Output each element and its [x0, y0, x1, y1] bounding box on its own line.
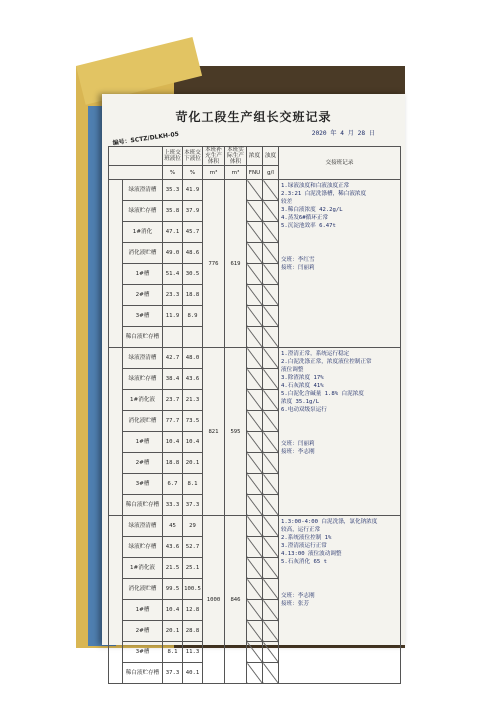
- turb-cell: [263, 642, 279, 663]
- tank-name: 绿液澄清槽: [123, 180, 163, 201]
- this-level: 48.6: [183, 243, 203, 264]
- handover-signature: 交班：李志刚: [281, 593, 315, 599]
- handover-note: 3.澄清液运行正常: [281, 543, 327, 549]
- header-make: 本班补充生产体积: [203, 147, 225, 166]
- handover-note: 5.石灰消化 65 t: [281, 559, 327, 565]
- handover-signature: 交班：李红雪: [281, 257, 315, 263]
- tank-name: 稀白液贮存槽: [123, 663, 163, 684]
- log-page: [102, 94, 405, 676]
- handover-note: 5.沉淀池效率 6.47t: [281, 223, 336, 229]
- prev-level: 49.0: [163, 243, 183, 264]
- page-title: 苛化工段生产组长交班记录: [175, 110, 332, 124]
- header-this: 本班交下液位: [183, 147, 203, 166]
- handover-note: 较差: [281, 199, 293, 205]
- turb-cell: [263, 411, 279, 432]
- prev-level: 47.1: [163, 222, 183, 243]
- make-volume: 821: [203, 348, 225, 516]
- block-group-cell: [109, 348, 123, 516]
- this-level: 18.8: [183, 285, 203, 306]
- prev-level: 51.4: [163, 264, 183, 285]
- prev-level: 21.5: [163, 558, 183, 579]
- turb-cell: [263, 222, 279, 243]
- turb-cell: [263, 621, 279, 642]
- this-level: 12.8: [183, 600, 203, 621]
- this-level: 37.3: [183, 495, 203, 516]
- header-name: [109, 147, 163, 166]
- this-level: 41.9: [183, 180, 203, 201]
- conc-cell: [247, 621, 263, 642]
- tank-name: 绿液贮存槽: [123, 369, 163, 390]
- tank-name: 2#槽: [123, 453, 163, 474]
- conc-cell: [247, 495, 263, 516]
- conc-cell: [247, 180, 263, 201]
- prev-level: 20.1: [163, 621, 183, 642]
- handover-note: 4.蒸发6#循环正常: [281, 215, 329, 221]
- tank-name: 3#槽: [123, 642, 163, 663]
- unit-turb: g/l: [263, 166, 279, 180]
- table-row: [109, 180, 401, 201]
- tank-name: 绿液贮存槽: [123, 201, 163, 222]
- handover-notes-cell: [279, 348, 401, 516]
- conc-cell: [247, 642, 263, 663]
- prev-level: 42.7: [163, 348, 183, 369]
- tank-name: 1#槽: [123, 264, 163, 285]
- turb-cell: [263, 327, 279, 348]
- prev-level: 35.8: [163, 201, 183, 222]
- turb-cell: [263, 348, 279, 369]
- conc-cell: [247, 369, 263, 390]
- conc-cell: [247, 327, 263, 348]
- tank-name: 1#消化: [123, 222, 163, 243]
- this-level: 8.1: [183, 474, 203, 495]
- document-number: 编号：SCTZ/DLKH-05: [112, 130, 180, 147]
- handover-note: 6.电动双级泵运行: [281, 407, 327, 413]
- this-level: 29: [183, 516, 203, 537]
- turb-cell: [263, 474, 279, 495]
- turb-cell: [263, 537, 279, 558]
- block-group-cell: [109, 516, 123, 684]
- handover-note: 4.石灰浓度 41%: [281, 383, 324, 389]
- this-level: 52.7: [183, 537, 203, 558]
- conc-cell: [247, 537, 263, 558]
- turb-cell: [263, 264, 279, 285]
- turb-cell: [263, 432, 279, 453]
- turb-cell: [263, 369, 279, 390]
- turb-cell: [263, 579, 279, 600]
- conc-cell: [247, 663, 263, 684]
- handover-note: 3.除渣浓度 17%: [281, 375, 324, 381]
- tank-name: 1#消化液: [123, 558, 163, 579]
- prod-volume: 846: [225, 516, 247, 684]
- conc-cell: [247, 222, 263, 243]
- turb-cell: [263, 516, 279, 537]
- this-level: 73.5: [183, 411, 203, 432]
- make-volume: 1000: [203, 516, 225, 684]
- prev-level: 45: [163, 516, 183, 537]
- prod-volume: 619: [225, 180, 247, 348]
- tank-name: 绿液澄清槽: [123, 516, 163, 537]
- handover-note: 1.3:00-4:00 白泥洗涤，氯化钠浓度: [281, 519, 378, 525]
- this-level: 45.7: [183, 222, 203, 243]
- unit-this: %: [183, 166, 203, 180]
- tank-name: 2#槽: [123, 285, 163, 306]
- handover-note: 1.绿液浊度和白液浊度正常: [281, 183, 350, 189]
- conc-cell: [247, 411, 263, 432]
- turb-cell: [263, 285, 279, 306]
- handover-signature: 交班：闫丽莉: [281, 441, 315, 447]
- conc-cell: [247, 474, 263, 495]
- tank-name: 稀白液贮存槽: [123, 495, 163, 516]
- handover-note: 1.澄清正常，系统运行稳定: [281, 351, 350, 357]
- turb-cell: [263, 663, 279, 684]
- tank-name: 消化液贮槽: [123, 411, 163, 432]
- prev-level: [163, 327, 183, 348]
- header-handover: 交接班记录: [279, 147, 401, 180]
- turb-cell: [263, 453, 279, 474]
- prev-level: 38.4: [163, 369, 183, 390]
- header-conc: 浓度: [247, 147, 263, 166]
- tank-name: 绿液澄清槽: [123, 348, 163, 369]
- block-group-cell: [109, 180, 123, 348]
- turb-cell: [263, 306, 279, 327]
- tank-name: 1#槽: [123, 600, 163, 621]
- tank-name: 3#槽: [123, 306, 163, 327]
- this-level: 10.4: [183, 432, 203, 453]
- tank-name: 消化液贮槽: [123, 243, 163, 264]
- tank-name: 1#槽: [123, 432, 163, 453]
- conc-cell: [247, 306, 263, 327]
- conc-cell: [247, 348, 263, 369]
- conc-cell: [247, 390, 263, 411]
- turb-cell: [263, 180, 279, 201]
- header-row: [109, 147, 401, 166]
- this-level: 20.1: [183, 453, 203, 474]
- conc-cell: [247, 432, 263, 453]
- this-level: [183, 327, 203, 348]
- turb-cell: [263, 390, 279, 411]
- conc-cell: [247, 264, 263, 285]
- turb-cell: [263, 201, 279, 222]
- handover-notes-cell: [279, 516, 401, 684]
- handover-note: 2.白泥洗涤正常，浓度液位控制正常: [281, 359, 372, 365]
- turb-cell: [263, 558, 279, 579]
- conc-cell: [247, 579, 263, 600]
- header-prod: 本班实际生产体积: [225, 147, 247, 166]
- table-row: [109, 348, 401, 369]
- tank-name: 稀白液贮存槽: [123, 327, 163, 348]
- conc-cell: [247, 600, 263, 621]
- this-level: 40.1: [183, 663, 203, 684]
- conc-cell: [247, 453, 263, 474]
- prev-level: 23.3: [163, 285, 183, 306]
- handover-signature: 接班：李志刚: [281, 449, 315, 455]
- prev-level: 77.7: [163, 411, 183, 432]
- prev-level: 10.4: [163, 600, 183, 621]
- handover-note: 较高，运行正常: [281, 527, 321, 533]
- prev-level: 10.4: [163, 432, 183, 453]
- record-date: 2020 年 4 月 28 日: [311, 130, 375, 137]
- unit-blank: [109, 166, 163, 180]
- prod-volume: 595: [225, 348, 247, 516]
- handover-note: 2.3:21 白泥洗涤槽，稀白液浓度: [281, 191, 367, 197]
- prev-level: 35.3: [163, 180, 183, 201]
- turb-cell: [263, 495, 279, 516]
- prev-level: 33.3: [163, 495, 183, 516]
- handover-note: 3.稀白液浓度 42.2g/L: [281, 207, 343, 213]
- make-volume: 776: [203, 180, 225, 348]
- unit-prev: %: [163, 166, 183, 180]
- conc-cell: [247, 201, 263, 222]
- handover-note: 5.白泥化含碱量 1.8% 白泥浓度: [281, 391, 364, 397]
- this-level: 30.5: [183, 264, 203, 285]
- prev-level: 99.5: [163, 579, 183, 600]
- handover-note: 2.系统液位控制 1%: [281, 535, 332, 541]
- handover-note: 液位调整: [281, 367, 304, 373]
- prev-level: 23.7: [163, 390, 183, 411]
- this-level: 8.9: [183, 306, 203, 327]
- conc-cell: [247, 243, 263, 264]
- prev-level: 37.3: [163, 663, 183, 684]
- this-level: 37.9: [183, 201, 203, 222]
- this-level: 48.0: [183, 348, 203, 369]
- handover-notes-cell: [279, 180, 401, 348]
- prev-level: 8.1: [163, 642, 183, 663]
- prev-level: 6.7: [163, 474, 183, 495]
- handover-signature: 接班：张芳: [281, 601, 309, 607]
- this-level: 100.5: [183, 579, 203, 600]
- conc-cell: [247, 558, 263, 579]
- handover-signature: 接班：闫丽莉: [281, 265, 315, 271]
- this-level: 11.3: [183, 642, 203, 663]
- handover-table: [108, 146, 401, 684]
- tank-name: 1#消化液: [123, 390, 163, 411]
- tank-name: 消化液贮槽: [123, 579, 163, 600]
- unit-make: m³: [203, 166, 225, 180]
- unit-conc: FNU: [247, 166, 263, 180]
- prev-level: 43.6: [163, 537, 183, 558]
- tank-name: 3#槽: [123, 474, 163, 495]
- turb-cell: [263, 243, 279, 264]
- turb-cell: [263, 600, 279, 621]
- table-row: [109, 516, 401, 537]
- handover-note: 浓度 35.1g/L: [281, 399, 320, 405]
- tank-name: 2#槽: [123, 621, 163, 642]
- prev-level: 18.8: [163, 453, 183, 474]
- conc-cell: [247, 516, 263, 537]
- prev-level: 11.9: [163, 306, 183, 327]
- this-level: 25.1: [183, 558, 203, 579]
- header-prev: 上班交班液位: [163, 147, 183, 166]
- this-level: 28.8: [183, 621, 203, 642]
- this-level: 21.3: [183, 390, 203, 411]
- conc-cell: [247, 285, 263, 306]
- header-turb: 浊度: [263, 147, 279, 166]
- unit-prod: m³: [225, 166, 247, 180]
- document-photo: [76, 66, 405, 676]
- this-level: 43.6: [183, 369, 203, 390]
- handover-note: 4.13:00 液位波动调整: [281, 551, 342, 557]
- tank-name: 绿液贮存槽: [123, 537, 163, 558]
